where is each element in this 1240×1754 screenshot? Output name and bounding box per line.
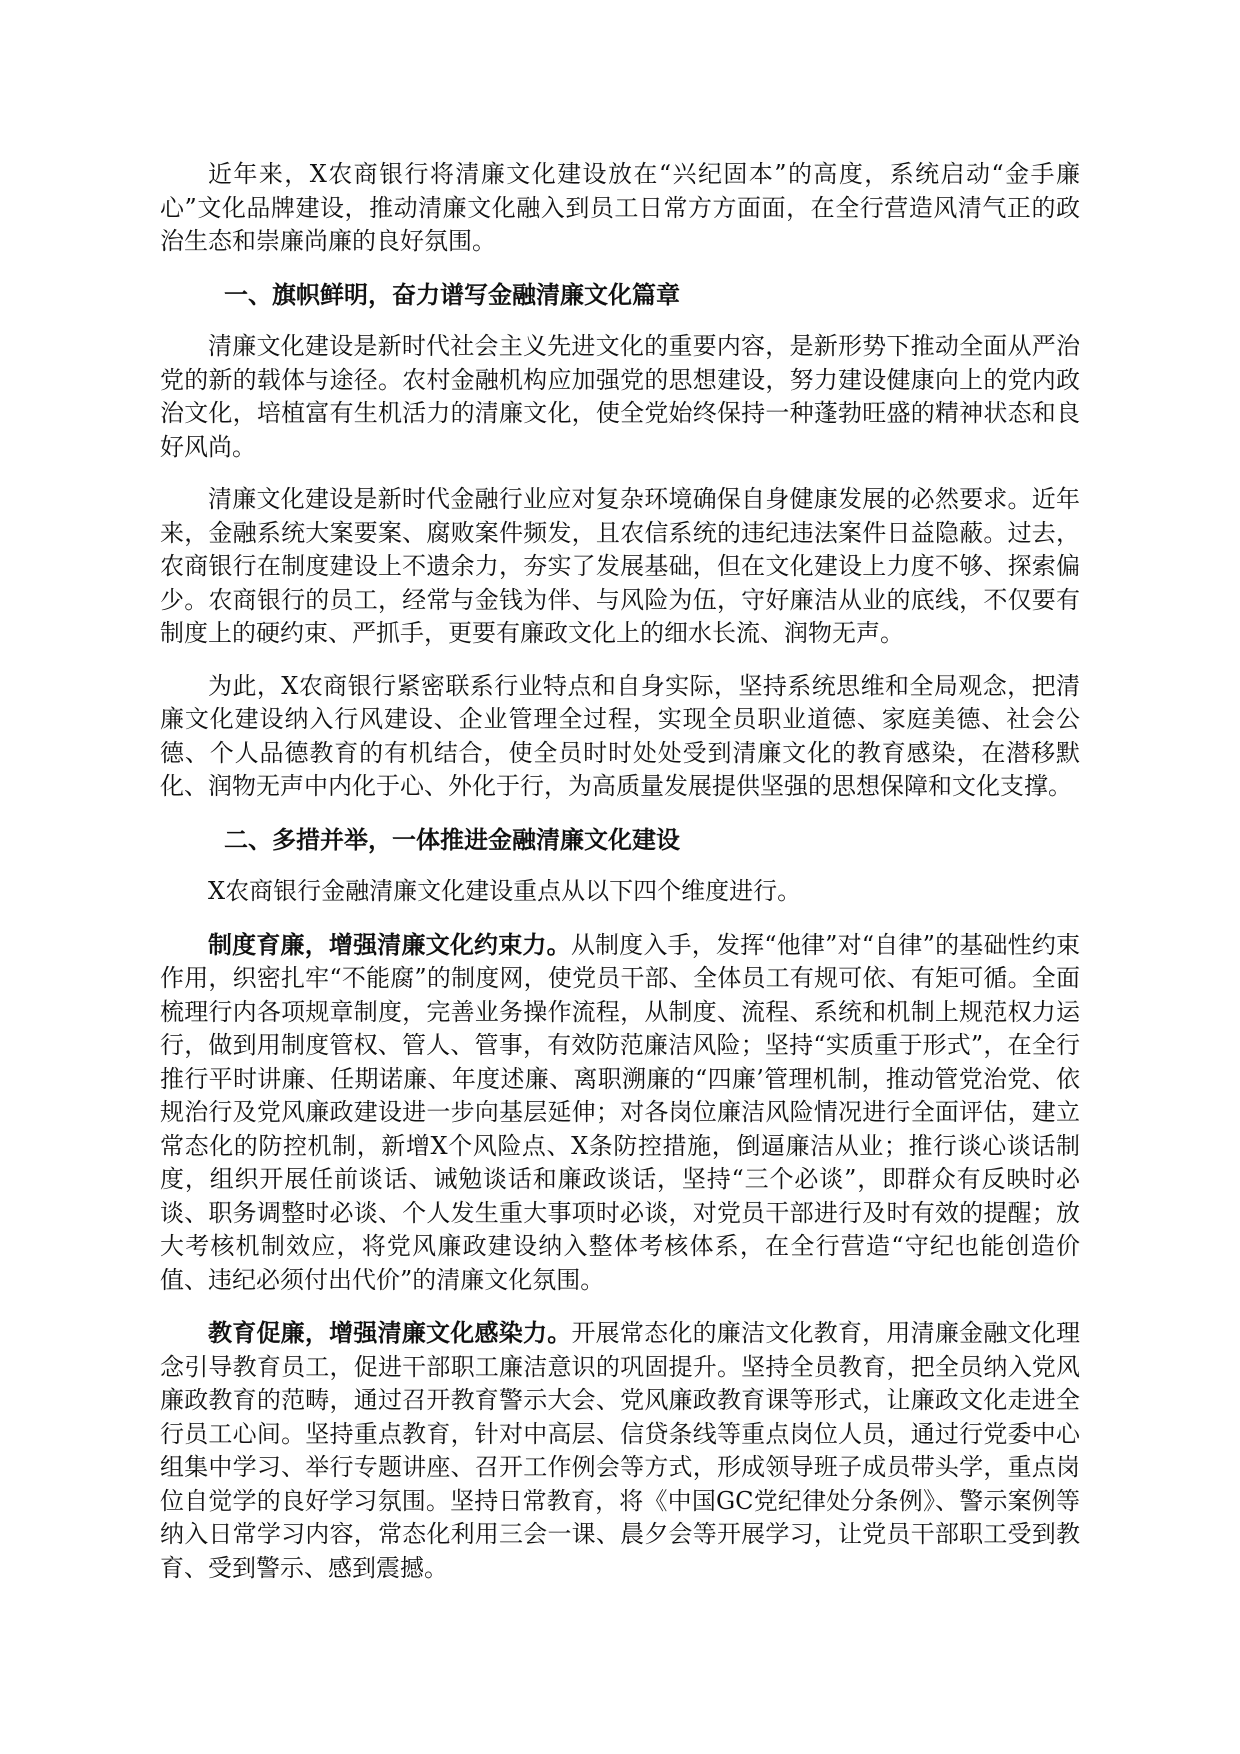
section-heading-1: 一、旗帜鲜明，奋力谱写金融清廉文化篇章: [224, 279, 680, 309]
section-heading-2: 二、多措并举，一体推进金融清廉文化建设: [224, 824, 680, 854]
section2-paragraph-1: X农商银行金融清廉文化建设重点从以下四个维度进行。: [208, 877, 802, 905]
section1-paragraph-1: 清廉文化建设是新时代社会主义先进文化的重要内容，是新形势下推动全面从严治党的新的载体与途径。农村金融机构应加强党的思想建设，努力建设健康向上的党内政治文化，培植富有生机活力的清廉文化，使全党始终保持一种蓬勃旺盛的精神状态和良好风尚。: [160, 332, 1080, 461]
section2-paragraph-2: [160, 928, 1080, 1298]
section1-paragraph-3: 为此，X农商银行紧密联系行业特点和自身实际，坚持系统思维和全局观念，把清廉文化建设纳入行风建设、企业管理全过程，实现全员职业道德、家庭美德、社会公德、个人品德教育的有机结合，使全员时时处处受到清廉文化的教育感染，在潜移默化、润物无声中内化于心、外化于行，为高质量发展提供坚强的思想保障和文化支撑。: [160, 671, 1080, 800]
section1-paragraph-2: 清廉文化建设是新时代金融行业应对复杂环境确保自身健康发展的必然要求。近年来，金融系统大案要案、腐败案件频发，且农信系统的违纪违法案件日益隐蔽。过去，农商银行在制度建设上不遗余力，夯实了发展基础，但在文化建设上力度不够、探索偏少。农商银行的员工，经常与金钱为伴、与风险为伍，守好廉洁从业的底线，不仅要有制度上的硬约束、严抓手，更要有廉政文化上的细水长流、润物无声。: [160, 485, 1080, 647]
section2-paragraph-3: [160, 1316, 1080, 1585]
paragraph-lead-education: 教育促廉，增强清廉文化感染力。: [208, 1318, 572, 1347]
paragraph-lead-institution: 制度育廉，增强清廉文化约束力。: [208, 929, 571, 959]
intro-paragraph: 近年来，X农商银行将清廉文化建设放在“兴纪固本”的高度，系统启动“金手廉心”文化品牌建设，推动清廉文化融入到员工日常方方面面，在全行营造风清气正的政治生态和崇廉尚廉的良好氛围。: [160, 160, 1080, 255]
paragraph-body-institution: 从制度入手，发挥“他律”对“自律”的基础性约束作用，织密扎牢“不能腐”的制度网，使党员干部、全体员工有规可依、有矩可循。全面梳理行内各项规章制度，完善业务操作流程，从制度、流程、系统和机制上规范权力运行，做到用制度管权、管人、管事，有效防范廉洁风险；坚持“实质重于形式”，在全行推行平时讲廉、任期诺廉、年度述廉、离职溯廉的“四廉’管理机制，推动管党治党、依规治行及党风廉政建设进一步向基层延伸；对各岗位廉洁风险情况进行全面评估，建立常态化的防控机制，新增X个风险点、X条防控措施，倒逼廉洁从业；推行谈心谈话制度，组织开展任前谈话、诫勉谈话和廉政谈话，坚持“三个必谈”，即群众有反映时必谈、职务调整时必谈、个人发生重大事项时必谈，对党员干部进行及时有效的提醒；放大考核机制效应，将党风廉政建设纳入整体考核体系，在全行营造“守纪也能创造价值、违纪必须付出代价”的清廉文化氛围。: [160, 930, 1081, 1294]
paragraph-body-education: 开展常态化的廉洁文化教育，用清廉金融文化理念引导教育员工，促进干部职工廉洁意识的巩固提升。坚持全员教育，把全员纳入党风廉政教育的范畴，通过召开教育警示大会、党风廉政教育课等形式，让廉政文化走进全行员工心间。坚持重点教育，针对中高层、信贷条线等重点岗位人员，通过行党委中心组集中学习、举行专题讲座、召开工作例会等方式，形成领导班子成员带头学，重点岗位自觉学的良好学习氛围。坚持日常教育，将《中国GC党纪律处分条例》、警示案例等纳入日常学习内容，常态化利用三会一课、晨夕会等开展学习，让党员干部职工受到教育、受到警示、感到震撼。: [160, 1319, 1081, 1582]
document-body: [160, 158, 1080, 1604]
